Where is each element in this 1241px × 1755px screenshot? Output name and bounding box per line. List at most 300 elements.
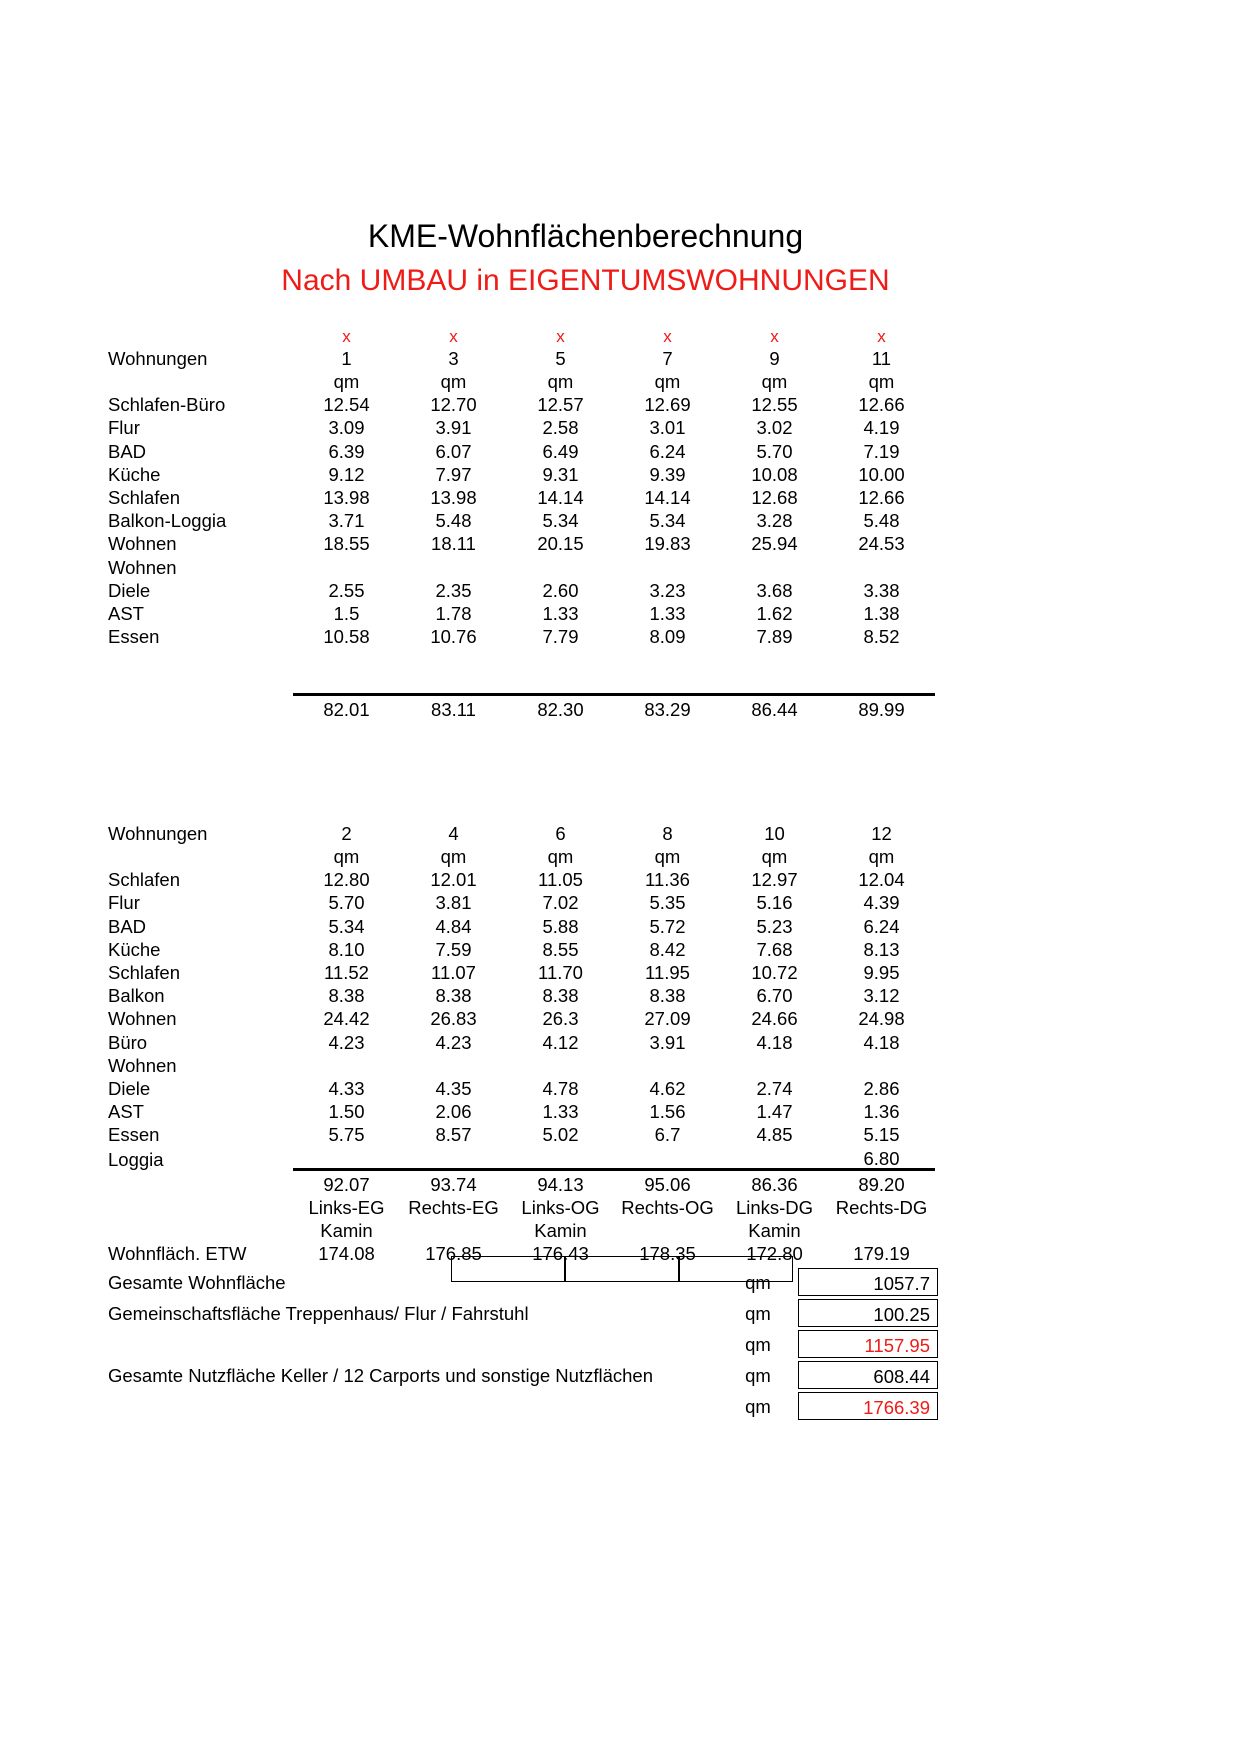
column-number-2: 2 — [341, 822, 352, 844]
value-cell: 12.01 — [430, 869, 477, 891]
row-label: Schlafen — [108, 487, 180, 508]
x-icon: x — [449, 326, 458, 346]
column-header-row — [108, 820, 935, 843]
x-marker-cell — [293, 322, 400, 345]
value-cell: 12.66 — [858, 394, 905, 416]
kamin-label — [108, 1217, 293, 1240]
summary-row — [108, 1299, 938, 1330]
x-marker-cell — [400, 322, 507, 345]
value-cell: 1.5 — [333, 602, 360, 624]
row-label: Wohnen — [108, 1008, 177, 1030]
value-cell: 4.18 — [756, 1031, 793, 1053]
location-row — [108, 1194, 935, 1217]
value-cell: 6.80 — [863, 1147, 900, 1169]
value-cell: 11.05 — [538, 869, 583, 891]
value-cell: 12.97 — [751, 869, 798, 891]
value-cell: 8.38 — [435, 985, 472, 1007]
value-cell: 12.68 — [751, 487, 798, 508]
summary-row — [108, 1361, 938, 1392]
value-cell: 3.02 — [756, 417, 793, 439]
page-title-text: KME-Wohnflächenberechnung — [367, 218, 804, 254]
total-cell: 95.06 — [614, 1170, 721, 1195]
value-cell — [721, 670, 828, 695]
row-label: BAD — [108, 915, 147, 937]
value-cell: 6.49 — [542, 440, 579, 462]
value-cell: 4.12 — [542, 1031, 579, 1053]
table-row — [108, 867, 935, 890]
value-cell: 5.88 — [542, 915, 579, 937]
value-cell: 12.55 — [751, 394, 798, 416]
page-subtitle — [0, 264, 1241, 298]
value-cell: 8.13 — [863, 938, 900, 960]
row-label: Flur — [108, 892, 140, 914]
totals-label — [108, 1170, 293, 1195]
location-cell: Rechts-EG — [408, 1196, 499, 1218]
value-cell: 5.16 — [756, 892, 793, 914]
value-cell: 2.58 — [542, 417, 579, 439]
value-cell: 10.08 — [751, 463, 798, 485]
value-cell: 2.74 — [756, 1077, 793, 1099]
table-row — [108, 959, 935, 982]
value-cell: 10.58 — [323, 626, 370, 648]
value-cell: 8.38 — [542, 985, 579, 1007]
row-label — [108, 670, 293, 695]
column-number-1: 1 — [341, 347, 352, 369]
x-icon: x — [342, 326, 351, 346]
unit-cell: qm — [333, 846, 360, 868]
unit-cell: qm — [868, 371, 895, 393]
table-row — [108, 623, 935, 646]
total-cell: 94.13 — [507, 1170, 614, 1195]
value-cell: 1.33 — [542, 602, 579, 624]
value-cell: 26.3 — [542, 1008, 579, 1030]
value-cell: 13.98 — [323, 487, 370, 508]
kamin-cell — [400, 1217, 507, 1240]
x-icon: x — [770, 326, 779, 346]
value-cell — [614, 1052, 721, 1075]
value-cell: 4.62 — [649, 1077, 686, 1099]
unit-cell: qm — [654, 846, 681, 868]
summary-value: 608.44 — [798, 1361, 938, 1389]
value-cell — [400, 647, 507, 670]
value-cell: 8.38 — [328, 985, 365, 1007]
row-label: AST — [108, 1101, 144, 1123]
value-cell: 1.36 — [863, 1101, 900, 1123]
table-row — [108, 647, 935, 670]
x-marker-cell — [828, 797, 935, 820]
x-marker-cell — [507, 797, 614, 820]
total-cell: 92.07 — [293, 1170, 400, 1195]
table-row — [108, 1122, 935, 1145]
value-cell: 1.33 — [649, 602, 686, 624]
table-row — [108, 392, 935, 415]
value-cell: 18.55 — [323, 533, 370, 555]
row-label: Diele — [108, 579, 151, 601]
value-cell: 4.85 — [756, 1124, 793, 1146]
column-number-5: 5 — [555, 347, 566, 369]
kamin-cell: Kamin — [748, 1220, 801, 1242]
row-label: Wohnen — [108, 1054, 177, 1076]
total-cell: 89.20 — [828, 1170, 935, 1195]
totals-row — [108, 1170, 935, 1195]
x-icon: x — [556, 326, 565, 346]
value-cell: 5.72 — [649, 915, 686, 937]
value-cell: 1.50 — [328, 1101, 365, 1123]
etw-label: Wohnfläch. ETW — [108, 1243, 247, 1265]
value-cell: 5.70 — [756, 440, 793, 462]
unit-cell: qm — [761, 371, 788, 393]
value-cell — [293, 1145, 400, 1170]
value-cell: 8.09 — [649, 626, 686, 648]
unit-cell: qm — [547, 846, 574, 868]
table-row — [108, 1006, 935, 1029]
summary-unit: qm — [745, 1396, 771, 1417]
value-cell: 2.35 — [435, 579, 472, 601]
value-cell — [293, 670, 400, 695]
value-cell: 5.02 — [542, 1124, 579, 1146]
location-cell: Links-EG — [308, 1196, 385, 1218]
value-cell: 3.23 — [649, 579, 686, 601]
value-cell: 7.79 — [542, 626, 579, 648]
value-cell: 6.7 — [654, 1124, 681, 1146]
value-cell: 1.56 — [649, 1101, 686, 1123]
value-cell: 4.23 — [328, 1031, 365, 1053]
row-label: Flur — [108, 417, 140, 439]
unit-row-label — [108, 843, 293, 866]
column-number-9: 9 — [769, 347, 780, 369]
value-cell: 8.42 — [649, 938, 686, 960]
x-marker-cell — [828, 322, 935, 345]
summary-unit: qm — [745, 1303, 771, 1324]
value-cell: 4.39 — [863, 892, 900, 914]
value-cell — [828, 647, 935, 670]
summary-row — [108, 1392, 938, 1423]
summary-row — [108, 1268, 938, 1299]
table-row — [108, 1075, 935, 1098]
value-cell: 4.78 — [542, 1077, 579, 1099]
summary-text: Gemeinschaftsfläche Treppenhaus/ Flur / Fahrstuhl — [108, 1303, 529, 1324]
value-cell — [507, 647, 614, 670]
value-cell: 12.66 — [858, 487, 905, 508]
value-cell: 2.86 — [863, 1077, 900, 1099]
total-cell: 82.30 — [507, 695, 614, 720]
value-cell: 10.72 — [751, 962, 798, 983]
summary-unit: qm — [745, 1365, 771, 1386]
value-cell — [721, 554, 828, 577]
unit-row — [108, 368, 935, 391]
value-cell: 14.14 — [644, 487, 691, 508]
value-cell: 5.75 — [328, 1124, 365, 1146]
value-cell: 2.60 — [542, 579, 579, 601]
unit-cell: qm — [868, 846, 895, 868]
value-cell: 14.14 — [537, 487, 584, 508]
location-cell: Rechts-DG — [835, 1196, 928, 1218]
value-cell: 3.71 — [328, 510, 365, 532]
value-cell: 3.81 — [435, 892, 472, 914]
column-header-row — [108, 345, 935, 368]
value-cell: 8.10 — [328, 938, 365, 960]
value-cell: 18.11 — [431, 533, 476, 555]
value-cell: 4.84 — [435, 915, 472, 937]
value-cell — [828, 670, 935, 695]
value-cell: 19.83 — [644, 533, 691, 555]
value-cell: 9.95 — [863, 962, 900, 983]
table-row — [108, 415, 935, 438]
value-cell: 4.18 — [863, 1031, 900, 1053]
table-row — [108, 983, 935, 1006]
value-cell: 11.36 — [645, 869, 690, 891]
total-cell: 82.01 — [293, 695, 400, 720]
row-label: Schlafen — [108, 869, 180, 891]
etw-value-cell: 179.19 — [853, 1243, 910, 1265]
value-cell: 7.02 — [542, 892, 579, 914]
value-cell: 3.68 — [756, 579, 793, 601]
unit-cell: qm — [440, 371, 467, 393]
x-marker-cell — [293, 797, 400, 820]
value-cell: 10.76 — [430, 626, 477, 648]
x-marker-cell — [614, 322, 721, 345]
value-cell: 2.55 — [328, 579, 365, 601]
column-number-11: 11 — [871, 347, 892, 369]
totals-label — [108, 695, 293, 720]
value-cell: 8.55 — [542, 938, 579, 960]
row-label: Balkon — [108, 985, 165, 1007]
kamin-cell: Kamin — [320, 1220, 373, 1242]
unit-row — [108, 843, 935, 866]
value-cell: 1.78 — [435, 602, 472, 624]
etw-value-cell: 176.43 — [532, 1243, 589, 1265]
value-cell: 7.68 — [756, 938, 793, 960]
kamin-cell — [828, 1217, 935, 1240]
value-cell — [614, 647, 721, 670]
row-label: Küche — [108, 938, 161, 960]
value-cell: 6.24 — [649, 440, 686, 462]
value-cell: 10.00 — [858, 463, 905, 485]
row-label: Küche — [108, 463, 161, 485]
unit-cell: qm — [333, 371, 360, 393]
page-subtitle-text: Nach UMBAU in EIGENTUMSWOHNUNGEN — [281, 264, 890, 297]
value-cell: 5.70 — [328, 892, 365, 914]
value-cell: 24.66 — [751, 1008, 798, 1030]
value-cell: 12.54 — [323, 394, 370, 416]
table-row — [108, 890, 935, 913]
table-row — [108, 438, 935, 461]
value-cell — [507, 554, 614, 577]
spacer-cell — [108, 797, 293, 820]
value-cell — [828, 1052, 935, 1075]
value-cell: 5.34 — [542, 510, 579, 532]
value-cell: 5.34 — [649, 510, 686, 532]
row-label: Balkon-Loggia — [108, 510, 227, 532]
table-row — [108, 913, 935, 936]
value-cell: 8.57 — [435, 1124, 472, 1146]
etw-value-cell: 172.80 — [746, 1243, 803, 1265]
x-marker-cell — [507, 322, 614, 345]
summary-unit: qm — [745, 1272, 771, 1293]
table-row — [108, 600, 935, 623]
value-cell: 6.70 — [756, 985, 793, 1007]
value-cell — [400, 554, 507, 577]
value-cell — [293, 554, 400, 577]
x-marker-cell — [721, 322, 828, 345]
value-cell — [400, 1145, 507, 1170]
row-label: AST — [108, 602, 144, 624]
value-cell — [828, 554, 935, 577]
value-cell: 12.69 — [644, 394, 691, 416]
column-number-6: 6 — [555, 822, 566, 844]
x-marker-row — [108, 322, 935, 345]
x-icon: x — [663, 326, 672, 346]
value-cell: 7.19 — [863, 440, 900, 462]
value-cell: 12.04 — [858, 869, 905, 891]
table-row — [108, 1029, 935, 1052]
kamin-row — [108, 1217, 935, 1240]
value-cell: 3.01 — [649, 417, 686, 439]
column-number-12: 12 — [871, 822, 892, 844]
value-cell — [614, 1145, 721, 1170]
value-cell — [293, 647, 400, 670]
value-cell: 6.24 — [863, 915, 900, 937]
value-cell: 4.35 — [435, 1077, 472, 1099]
table-row — [108, 1098, 935, 1121]
value-cell: 7.97 — [435, 463, 472, 485]
table-row — [108, 1145, 935, 1170]
table-row — [108, 461, 935, 484]
value-cell: 11.70 — [538, 962, 583, 983]
value-cell: 24.42 — [323, 1008, 370, 1030]
page-title — [0, 218, 1241, 255]
value-cell: 11.07 — [431, 962, 476, 983]
apartments-even-table — [108, 797, 935, 1264]
totals-row — [108, 695, 935, 720]
row-label — [108, 647, 293, 670]
total-cell: 83.11 — [400, 695, 507, 720]
kamin-cell — [614, 1217, 721, 1240]
value-cell — [507, 1145, 614, 1170]
location-cell: Links-DG — [735, 1196, 814, 1218]
x-icon: x — [877, 326, 886, 346]
row-header-label: Wohnungen — [108, 347, 208, 369]
value-cell: 4.33 — [328, 1077, 365, 1099]
summary-value: 1766.39 — [798, 1392, 938, 1420]
total-cell: 83.29 — [614, 695, 721, 720]
row-label: Wohnen — [108, 533, 177, 555]
etw-value-cell: 174.08 — [318, 1243, 375, 1265]
value-cell — [721, 1052, 828, 1075]
unit-cell: qm — [761, 846, 788, 868]
summary-text: Gesamte Wohnfläche — [108, 1272, 286, 1293]
table-row — [108, 670, 935, 695]
value-cell — [400, 1052, 507, 1075]
column-number-7: 7 — [662, 347, 673, 369]
row-label: Essen — [108, 626, 160, 648]
unit-cell: qm — [440, 846, 467, 868]
value-cell — [614, 670, 721, 695]
value-cell: 20.15 — [537, 533, 584, 555]
unit-cell: qm — [547, 371, 574, 393]
value-cell: 7.59 — [435, 938, 472, 960]
row-label: Wohnen — [108, 556, 177, 578]
value-cell — [507, 1052, 614, 1075]
x-marker-cell — [400, 797, 507, 820]
column-number-10: 10 — [764, 822, 785, 844]
value-cell: 26.83 — [430, 1008, 477, 1030]
value-cell: 9.12 — [328, 463, 365, 485]
value-cell: 3.09 — [328, 417, 365, 439]
location-label — [108, 1194, 293, 1217]
column-number-3: 3 — [448, 347, 459, 369]
value-cell: 3.91 — [649, 1031, 686, 1053]
value-cell: 5.35 — [649, 892, 686, 914]
value-cell: 8.52 — [863, 626, 900, 648]
row-label: Büro — [108, 1031, 148, 1053]
summary-value: 100.25 — [798, 1299, 938, 1327]
value-cell: 24.53 — [858, 533, 905, 555]
value-cell: 3.28 — [756, 510, 793, 532]
value-cell: 3.38 — [863, 579, 900, 601]
etw-value-cell: 178.35 — [639, 1243, 696, 1265]
table-row — [108, 936, 935, 959]
apartments-odd-table — [108, 322, 935, 719]
value-cell: 11.95 — [645, 962, 690, 983]
value-cell: 3.91 — [435, 417, 472, 439]
value-cell: 24.98 — [858, 1008, 905, 1030]
value-cell: 12.57 — [537, 394, 584, 416]
value-cell: 9.31 — [542, 463, 579, 485]
value-cell: 5.34 — [328, 915, 365, 937]
row-label: Loggia — [108, 1149, 164, 1170]
table-row — [108, 577, 935, 600]
unit-cell: qm — [654, 371, 681, 393]
table-row — [108, 554, 935, 577]
value-cell — [721, 647, 828, 670]
value-cell: 3.12 — [863, 985, 900, 1007]
value-cell: 1.47 — [756, 1101, 793, 1123]
table-row — [108, 1052, 935, 1075]
summary-unit: qm — [745, 1334, 771, 1355]
location-cell: Links-OG — [521, 1196, 600, 1218]
value-cell: 1.62 — [756, 602, 793, 624]
row-label: Schlafen-Büro — [108, 394, 226, 416]
value-cell: 6.07 — [435, 440, 472, 462]
row-label: Schlafen — [108, 962, 180, 983]
value-cell: 7.89 — [756, 626, 793, 648]
value-cell: 5.15 — [863, 1124, 900, 1146]
table-row — [108, 531, 935, 554]
value-cell: 5.48 — [435, 510, 472, 532]
row-label: BAD — [108, 440, 147, 462]
total-cell: 89.99 — [828, 695, 935, 720]
x-marker-row — [108, 797, 935, 820]
value-cell: 5.48 — [863, 510, 900, 532]
column-number-8: 8 — [662, 822, 673, 844]
summary-value: 1057.7 — [798, 1268, 938, 1296]
value-cell — [400, 670, 507, 695]
value-cell: 1.33 — [542, 1101, 579, 1123]
etw-value-cell: 176.85 — [425, 1243, 482, 1265]
value-cell: 5.23 — [756, 915, 793, 937]
row-header-label: Wohnungen — [108, 822, 208, 844]
kamin-cell: Kamin — [534, 1220, 587, 1242]
row-label: Diele — [108, 1077, 151, 1099]
spacer-cell — [108, 322, 293, 345]
summary-block — [108, 1268, 938, 1423]
x-marker-cell — [614, 797, 721, 820]
value-cell — [293, 1052, 400, 1075]
value-cell — [614, 554, 721, 577]
value-cell: 1.38 — [863, 602, 900, 624]
value-cell: 4.23 — [435, 1031, 472, 1053]
